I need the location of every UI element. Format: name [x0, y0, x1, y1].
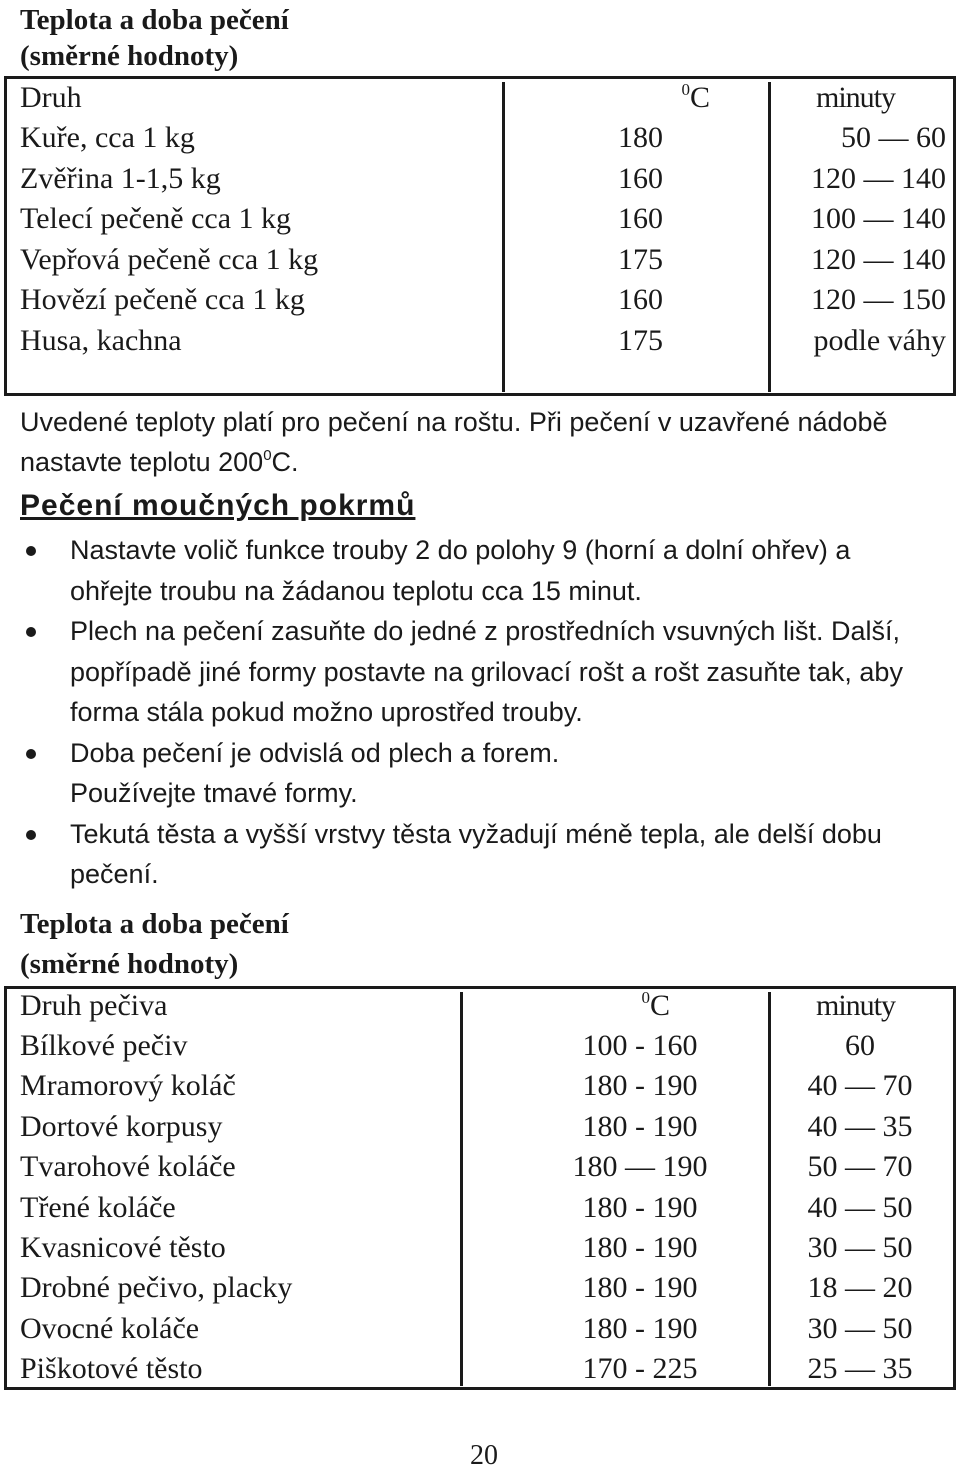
bullet-text-line: Nastavte volič funkce trouby 2 do polohy 9 (horní a dolní ohřev) a — [70, 535, 851, 565]
table1-cell-time: 120 — 140 — [811, 243, 946, 276]
bullet-text-line: pečení. — [70, 859, 159, 889]
table2-cell-time: 50 — 70 — [807, 1150, 913, 1183]
table1-col-divider-1 — [502, 82, 505, 392]
table2-cell-temp: 170 - 225 — [582, 1352, 698, 1385]
bullet-text-line: popřípadě jiné formy postavte na grilovací rošt a rošt zasuňte tak, aby — [70, 656, 903, 687]
bullet-text-line: forma stála pokud možno uprostřed trouby. — [70, 697, 583, 727]
note-line1: Uvedené teploty platí pro pečení na roštu. Při pečení v uzavřené nádobě — [20, 407, 888, 437]
table2-cell-item: Dortové korpusy — [20, 1110, 223, 1143]
table2-cell-item: Kvasnicové těsto — [20, 1231, 226, 1264]
table1-cell-time: 100 — 140 — [811, 202, 946, 235]
table1-header-item: Druh — [20, 81, 82, 114]
bullet-text-line: Doba pečení je odvislá od plech a forem. — [70, 737, 560, 768]
table1-cell-temp: 160 — [618, 202, 663, 235]
table2-subtitle: (směrné hodnoty) — [20, 948, 239, 980]
table2-cell-temp: 100 - 160 — [582, 1029, 698, 1062]
bullet-icon — [26, 546, 36, 556]
table2-cell-temp: 180 — 190 — [572, 1150, 708, 1183]
table2-cell-item: Ovocné koláče — [20, 1312, 200, 1345]
table2-cell-item: Piškotové těsto — [20, 1352, 203, 1385]
bullet-icon — [26, 627, 36, 637]
table1-cell-temp: 180 — [618, 121, 663, 154]
table2-cell-item: Drobné pečivo, placky — [20, 1271, 293, 1304]
table2-title: Teplota a doba pečení — [20, 908, 289, 940]
table2-cell-temp: 180 - 190 — [582, 1069, 698, 1102]
table2-cell-item: Tvarohové koláče — [20, 1150, 236, 1183]
table2-cell-time: 30 — 50 — [807, 1312, 913, 1345]
table2-cell-temp: 180 - 190 — [582, 1110, 698, 1143]
table2-cell-temp: 180 - 190 — [582, 1312, 698, 1345]
note-line2: nastavte teplotu $200^0C$. — [20, 447, 299, 477]
table2-cell-time: 30 — 50 — [807, 1231, 913, 1264]
degree-mark: 0 — [641, 988, 650, 1007]
table1-cell-temp: 160 — [618, 162, 663, 195]
table1-cell-item: Vepřová pečeně cca 1 kg — [20, 243, 319, 276]
degree-mark: 0 — [263, 447, 272, 464]
table2-cell-time: 40 — 70 — [807, 1069, 913, 1102]
table1-cell-item: Zvěřina 1-1,5 kg — [20, 162, 221, 195]
table1-cell-item: Kuře, cca 1 kg — [20, 121, 195, 154]
bullet-icon — [26, 749, 36, 759]
table1-cell-item: Husa, kachna — [20, 324, 182, 357]
table2-cell-time: 60 — [845, 1029, 875, 1062]
table1-cell-temp: 175 — [618, 243, 663, 276]
table2-header-time: minuty — [815, 989, 895, 1022]
table2-col-divider-1 — [460, 992, 463, 1386]
table1-subtitle: (směrné hodnoty) — [20, 40, 239, 72]
table1-title: Teplota a doba pečení — [20, 4, 289, 36]
table2-cell-temp: 180 - 190 — [582, 1191, 698, 1224]
section-title: Pečení moučných pokrmů — [20, 489, 416, 522]
table2-cell-temp: 180 - 190 — [582, 1271, 698, 1304]
table1-header-time: minuty — [815, 81, 895, 114]
bullet-text-line: Používejte tmavé formy. — [70, 778, 358, 808]
table2-header-item: Druh pečiva — [20, 989, 168, 1022]
table1-cell-item: Telecí pečeně cca 1 kg — [20, 202, 292, 235]
degree-mark: 0 — [681, 80, 690, 99]
table2-header-temp: $^0$C — [641, 988, 670, 1022]
table2-cell-item: Bílkové pečiv — [20, 1029, 188, 1062]
table1-cell-time: 120 — 150 — [811, 283, 946, 316]
table1-cell-time: podle váhy — [813, 324, 946, 357]
table1-cell-time: 50 — 60 — [841, 121, 946, 154]
table1-cell-item: Hovězí pečeně cca 1 kg — [20, 283, 305, 316]
table2-cell-temp: 180 - 190 — [582, 1231, 698, 1264]
table2-cell-time: 25 — 35 — [807, 1352, 913, 1385]
table2-cell-item: Mramorový koláč — [20, 1069, 236, 1102]
table1-cell-temp: 175 — [618, 324, 663, 357]
table2-col-divider-2 — [768, 992, 771, 1386]
bullet-icon — [26, 830, 36, 840]
table2-cell-time: 40 — 35 — [807, 1110, 913, 1143]
table1-cell-temp: 160 — [618, 283, 663, 316]
table2-cell-item: Třené koláče — [20, 1191, 176, 1224]
bullet-text-line: ohřejte troubu na žádanou teplotu cca 15 minut. — [70, 575, 642, 606]
bullet-text-line: Plech na pečení zasuňte do jedné z prostředních vsuvných lišt. Další, — [70, 616, 900, 646]
table2-cell-time: 40 — 50 — [807, 1191, 913, 1224]
table2-cell-time: 18 — 20 — [807, 1271, 913, 1304]
page-number: 20 — [470, 1440, 498, 1471]
table1-header-temp: $^0$C — [681, 80, 710, 114]
bullet-text-line: Tekutá těsta a vyšší vrstvy těsta vyžadují méně tepla, ale delší dobu — [70, 818, 882, 849]
table1-cell-time: 120 — 140 — [811, 162, 946, 195]
